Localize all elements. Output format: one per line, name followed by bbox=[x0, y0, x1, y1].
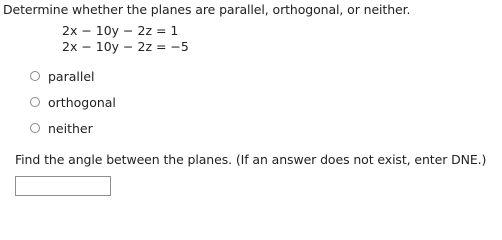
radio-button-orthogonal[interactable] bbox=[30, 97, 40, 107]
question-text: Determine whether the planes are parallel, orthogonal, or neither. bbox=[3, 2, 411, 17]
radio-button-neither[interactable] bbox=[30, 123, 40, 133]
option-neither[interactable] bbox=[30, 115, 116, 141]
option-neither-label: neither bbox=[48, 120, 93, 136]
option-orthogonal[interactable] bbox=[30, 89, 116, 115]
option-parallel[interactable] bbox=[30, 63, 116, 89]
angle-question bbox=[15, 152, 486, 196]
equation-1: 2x − 10y − 2z = 1 bbox=[62, 23, 179, 38]
angle-prompt-text: Find the angle between the planes. (If an answer does not exist, enter DNE.) bbox=[15, 152, 487, 167]
radio-button-parallel[interactable] bbox=[30, 71, 40, 81]
option-parallel-label: parallel bbox=[48, 68, 95, 84]
angle-answer-input[interactable] bbox=[15, 176, 111, 196]
answer-options bbox=[30, 63, 116, 141]
plane-equations bbox=[62, 23, 189, 55]
equation-2: 2x − 10y − 2z = −5 bbox=[62, 39, 189, 54]
option-orthogonal-label: orthogonal bbox=[48, 94, 116, 110]
